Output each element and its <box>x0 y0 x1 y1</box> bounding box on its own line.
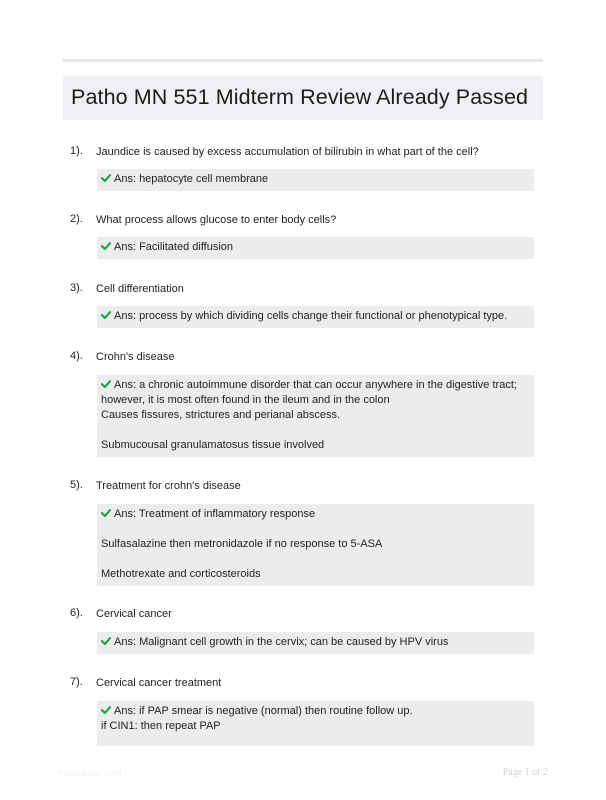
question-text: Jaundice is caused by excess accumulation of bilirubin in what part of the cell? <box>96 146 479 158</box>
answer-line: Ans: Treatment of inflammatory response <box>114 508 316 520</box>
answer-line: Sulfasalazine then metronidazole if no response to 5-ASA <box>101 538 383 550</box>
answer-line: Submucousal granulamatosus tissue involved <box>101 439 325 451</box>
question-number: 7). <box>70 676 83 688</box>
answer-line: if CIN1: then repeat PAP <box>101 720 221 732</box>
answer-box <box>97 632 534 654</box>
page-indicator: Page 1 of 2 <box>502 767 548 778</box>
top-divider <box>63 59 543 62</box>
title-banner <box>63 76 543 120</box>
check-icon <box>101 636 111 646</box>
answer-line: Ans: process by which dividing cells change their functional or phenotypical type. <box>114 310 508 322</box>
answer-box <box>97 375 534 457</box>
answer-line: Ans: hepatocyte cell membrane <box>114 173 269 185</box>
check-icon <box>101 379 111 389</box>
check-icon <box>101 508 111 518</box>
question-text: What process allows glucose to enter body cells? <box>96 214 337 226</box>
question-number: 3). <box>70 282 83 294</box>
check-icon <box>101 705 111 715</box>
question-text: Cell differentiation <box>96 283 184 295</box>
answer-line: Causes fissures, strictures and perianal abscess. <box>101 409 341 421</box>
answer-box <box>97 701 534 746</box>
footer-watermark: PaperBible.com <box>58 768 122 778</box>
answer-line <box>101 522 530 537</box>
question-number: 2). <box>70 213 83 225</box>
answer-box <box>97 237 534 259</box>
page-title: Patho MN 551 Midterm Review Already Passed <box>71 85 529 109</box>
check-icon <box>101 173 111 183</box>
answer-line: Ans: Malignant cell growth in the cervix; can be caused by HPV virus <box>114 636 449 648</box>
question-number: 6). <box>70 607 83 619</box>
check-icon <box>101 241 111 251</box>
answer-line <box>101 552 530 567</box>
answer-line: Methotrexate and corticosteroids <box>101 568 261 580</box>
answer-line: Ans: if PAP smear is negative (normal) then routine follow up. <box>114 705 413 717</box>
question-text: Cervical cancer treatment <box>96 677 222 689</box>
question-text: Treatment for crohn's disease <box>96 480 241 492</box>
answer-line <box>101 423 530 438</box>
question-text: Cervical cancer <box>96 608 172 620</box>
answer-box <box>97 306 534 328</box>
answer-box <box>97 169 534 191</box>
answer-line: Ans: a chronic autoimmune disorder that can occur anywhere in the digestive tract; <box>114 379 517 391</box>
question-number: 5). <box>70 479 83 491</box>
question-number: 4). <box>70 350 83 362</box>
answer-box <box>97 504 534 586</box>
check-icon <box>101 310 111 320</box>
answer-line: Ans: Facilitated diffusion <box>114 241 234 253</box>
answer-line: however, it is most often found in the ileum and in the colon <box>101 394 390 406</box>
question-number: 1). <box>70 145 83 157</box>
question-text: Crohn's disease <box>96 351 175 363</box>
